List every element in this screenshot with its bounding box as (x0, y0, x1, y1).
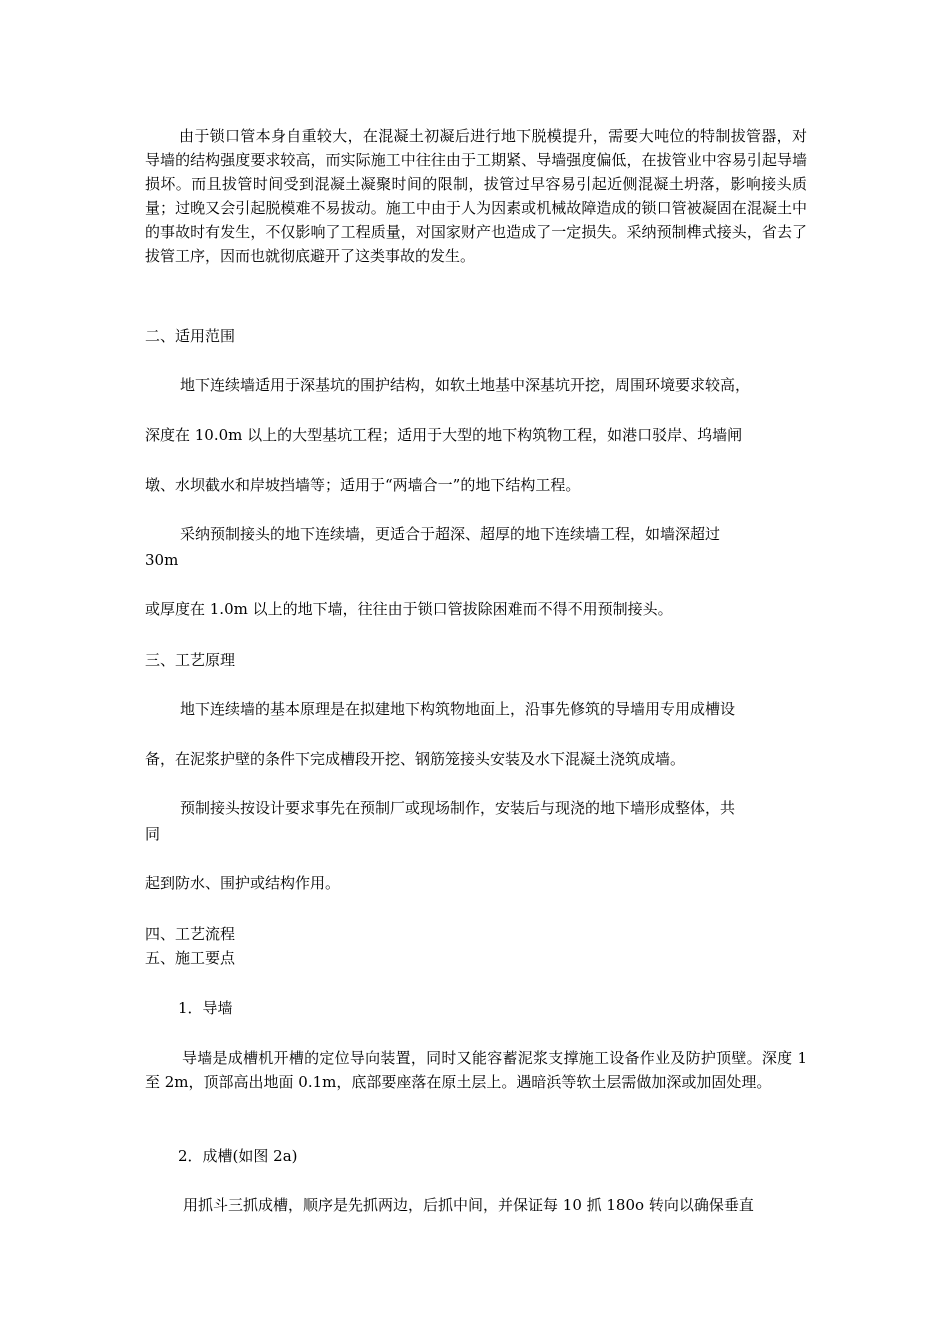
scope-line-6: 或厚度在 1.0m 以上的地下墙，往往由于锁口管拔除困难而不得不用预制接头。 (145, 600, 673, 618)
paragraph-guide-wall: 导墙是成槽机开槽的定位导向装置，同时又能容蓄泥浆支撑施工设备作业及防护顶壁。深度 1 至 2m，顶部高出地面 0.1m，底部要座落在原土层上。遇暗浜等软土层需做加深或加固处理。 (145, 1049, 807, 1091)
heading-scope: 二、适用范围 (145, 327, 236, 345)
scope-line-1: 地下连续墙适用于深基坑的围护结构，如软土地基中深基坑开挖，周围环境要求较高， (180, 376, 751, 394)
principle-line-4: 同 (145, 825, 161, 843)
principle-line-1: 地下连续墙的基本原理是在拟建地下构筑物地面上，沿事先修筑的导墙用专用成槽设 (180, 700, 736, 718)
heading-key-points: 五、施工要点 (145, 949, 236, 967)
paragraph-lock-pipe: 由于锁口管本身自重较大，在混凝土初凝后进行地下脱模提升，需要大吨位的特制拔管器，对导墙的结构强度要求较高，而实际施工中往往由于工期紧、导墙强度偏低，在拔管业中容易引起导墙损坏。而且拔管时间受到混凝土凝聚时间的限制，拔管过早容易引起近侧混凝土坍落，影响接头质量；过晚又会引起脱模难不易拔动。施工中由于人为因素或机械故障造成的锁口管被凝固在混凝土中的事故时有发生，不仅影响了工程质量，对国家财产也造成了一定损失。采纳预制榫式接头，省去了拔管工序，因而也就彻底避开了这类事故的发生。 (145, 127, 807, 265)
subheading-guide-wall: 1．导墙 (178, 999, 233, 1017)
heading-principle: 三、工艺原理 (145, 651, 236, 669)
scope-line-4: 采纳预制接头的地下连续墙，更适合于超深、超厚的地下连续墙工程，如墙深超过 (180, 525, 721, 543)
scope-line-5: 30m (145, 551, 179, 569)
trenching-line-1: 用抓斗三抓成槽，顺序是先抓两边，后抓中间，并保证每 10 抓 180o 转向以确保垂直 (183, 1196, 754, 1214)
principle-line-5: 起到防水、围护或结构作用。 (145, 874, 341, 892)
principle-line-3: 预制接头按设计要求事先在预制厂或现场制作，安装后与现浇的地下墙形成整体，共 (180, 799, 736, 817)
principle-line-2: 备，在泥浆护壁的条件下完成槽段开挖、钢筋笼接头安装及水下混凝土浇筑成墙。 (145, 750, 686, 768)
subheading-trenching: 2．成槽(如图 2a) (178, 1147, 298, 1165)
scope-line-3: 墩、水坝截水和岸坡挡墙等；适用于“两墙合一”的地下结构工程。 (145, 476, 581, 494)
scope-line-2: 深度在 10.0m 以上的大型基坑工程；适用于大型的地下构筑物工程，如港口驳岸、坞墙闸 (145, 426, 743, 444)
heading-process: 四、工艺流程 (145, 925, 236, 943)
